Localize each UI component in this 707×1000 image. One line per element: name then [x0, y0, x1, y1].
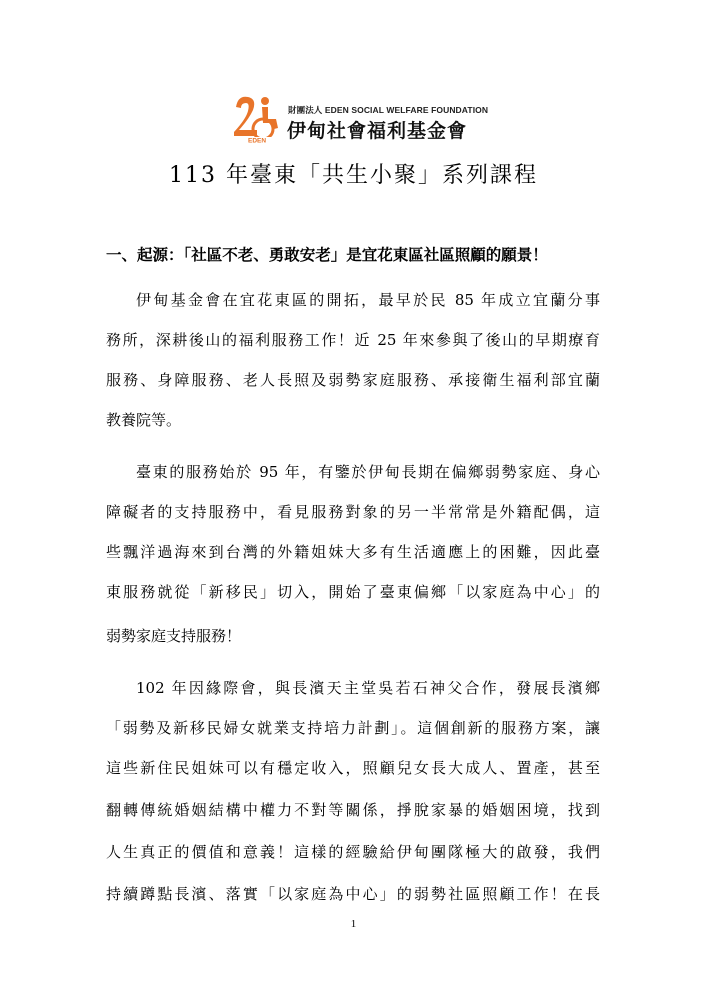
- logo-subtitle: 財團法人 EDEN SOCIAL WELFARE FOUNDATION: [288, 105, 489, 115]
- paragraph-line: 人生真正的價值和意義！這樣的經驗給伊甸團隊極大的啟發，我們: [106, 843, 600, 861]
- page-number: 1: [350, 918, 357, 930]
- eden-logo-icon: [232, 93, 284, 143]
- paragraph-line: 這些新住民姐妹可以有穩定收入，照顧兒女長大成人、置產，甚至: [106, 759, 600, 777]
- paragraph-line: 102 年因緣際會，與長濱天主堂吳若石神父合作，發展長濱鄉: [136, 679, 600, 697]
- paragraph-line: 東服務就從「新移民」切入，開始了臺東偏鄉「以家庭為中心」的: [106, 583, 600, 601]
- paragraph-line: 「弱勢及新移民婦女就業支持培力計劃」。這個創新的服務方案，讓: [106, 719, 600, 737]
- paragraph-line: 弱勢家庭支持服務！: [106, 627, 242, 645]
- svg-text:EDEN: EDEN: [248, 137, 267, 143]
- paragraph-line: 服務、身障服務、老人長照及弱勢家庭服務、承接衛生福利部宜蘭: [106, 371, 600, 389]
- document-title: 113 年臺東「共生小聚」系列課程: [169, 163, 538, 188]
- paragraph-line: 務所，深耕後山的福利服務工作！近 25 年來參與了後山的早期療育: [106, 331, 600, 349]
- paragraph-line: 臺東的服務始於 95 年，有鑒於伊甸長期在偏鄉弱勢家庭、身心: [136, 463, 600, 481]
- paragraph-line: 持續蹲點長濱、落實「以家庭為中心」的弱勢社區照顧工作！在長: [106, 885, 600, 903]
- eden-logo: [232, 93, 492, 143]
- paragraph-line: 障礙者的支持服務中，看見服務對象的另一半常常是外籍配偶，這: [106, 503, 600, 521]
- paragraph-line: 翻轉傳統婚姻結構中權力不對等關係，掙脫家暴的婚姻困境，找到: [106, 801, 600, 819]
- logo-name: 伊甸社會福利基金會: [287, 120, 468, 142]
- paragraph-line: 些飄洋過海來到台灣的外籍姐妹大多有生活適應上的困難，因此臺: [106, 543, 600, 561]
- paragraph-line: 伊甸基金會在宜花東區的開拓，最早於民 85 年成立宜蘭分事: [136, 291, 600, 309]
- paragraph-line: 教養院等。: [106, 411, 182, 429]
- section-heading: 一、起源：「社區不老、勇敢安老」是宜花東區社區照顧的願景！: [106, 245, 548, 264]
